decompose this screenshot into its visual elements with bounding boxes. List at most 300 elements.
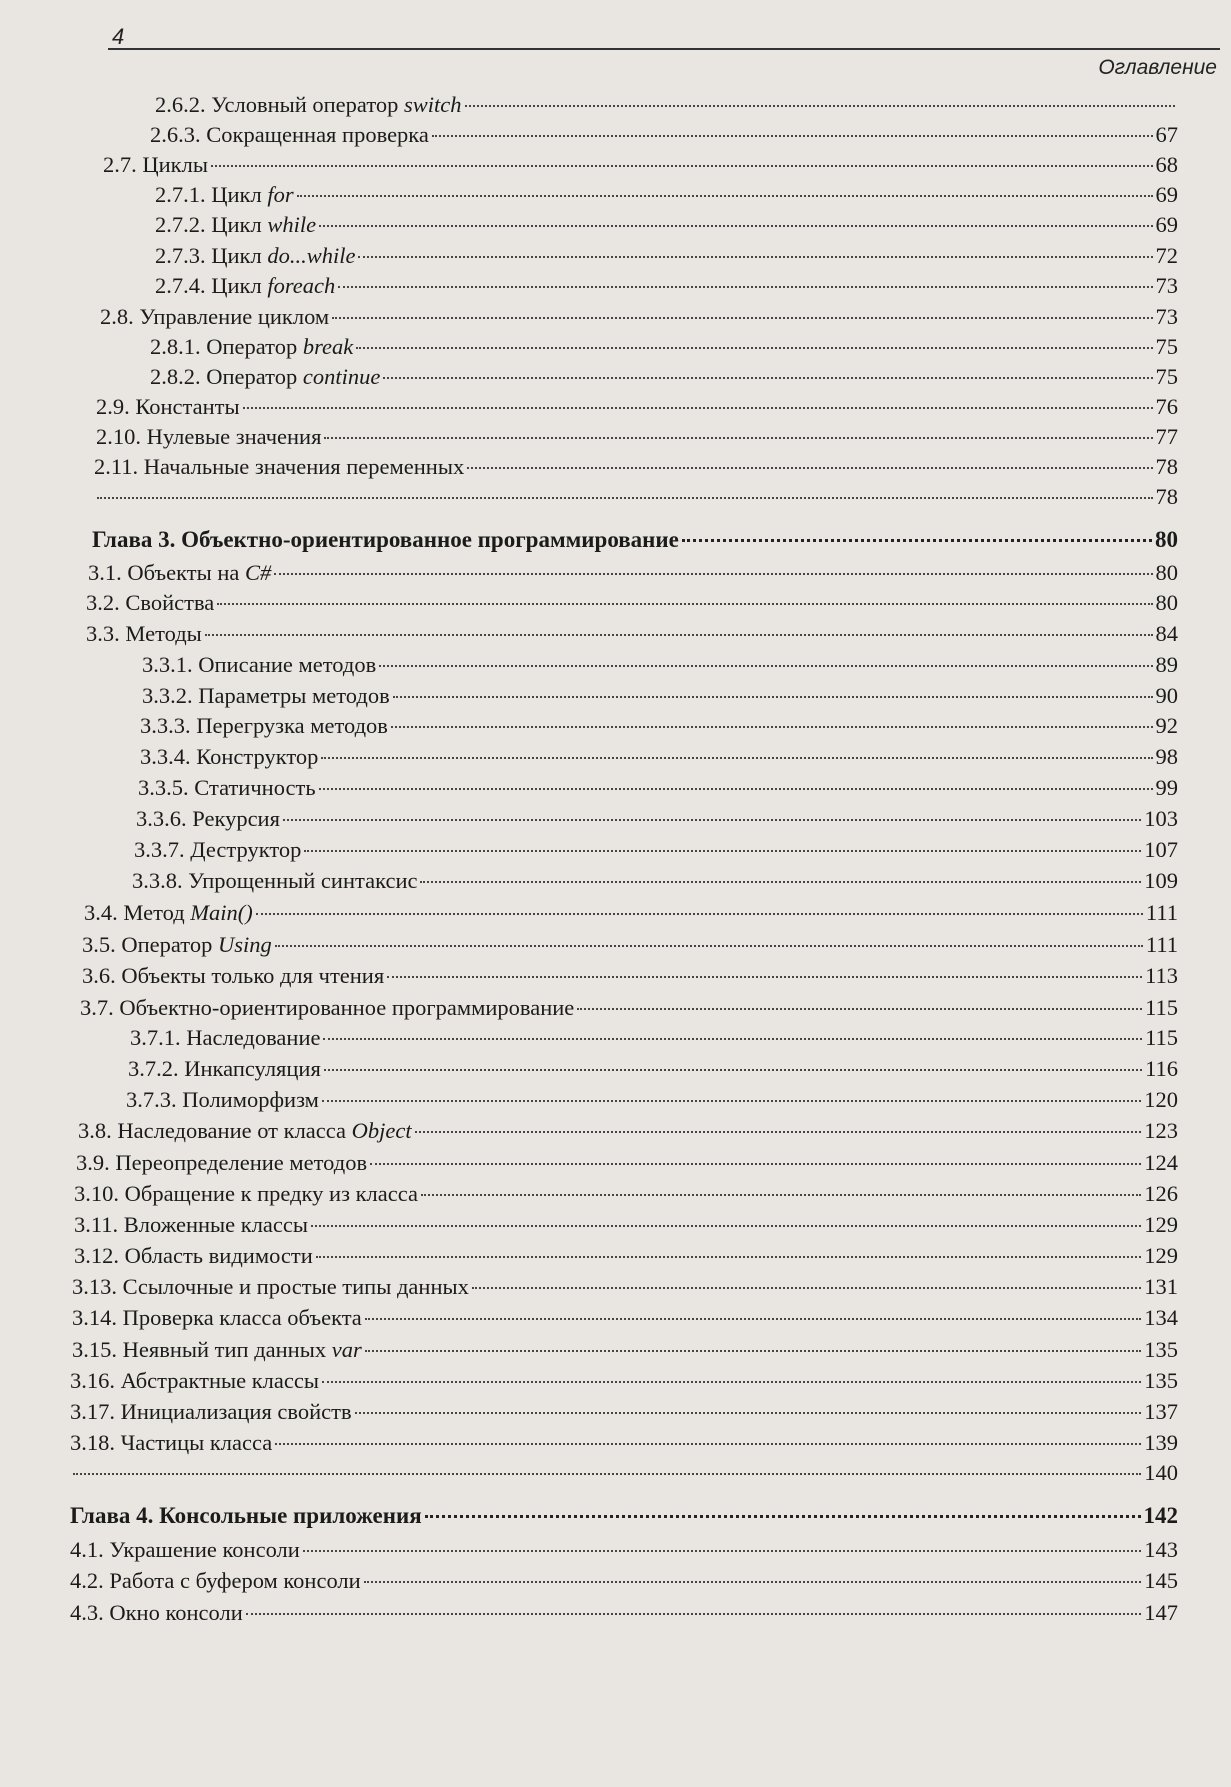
toc-page-number: 89 (1155, 652, 1178, 677)
toc-entry-text: Наследование (186, 1025, 321, 1050)
toc-entry (134, 835, 1178, 865)
toc-entry (70, 1535, 1178, 1565)
toc-page-number: 129 (1144, 1212, 1178, 1237)
toc-entry-number: 3.11. (74, 1212, 124, 1237)
toc-entry-title (142, 681, 390, 711)
toc-entry-text: Константы (135, 394, 240, 419)
toc-entry-text: Неявный тип данных (122, 1337, 332, 1362)
toc-entry (74, 1210, 1178, 1240)
toc-page-number: 143 (1144, 1537, 1178, 1562)
toc-entry-code-term: Object (351, 1118, 412, 1143)
toc-entry-text: Консольные приложения (159, 1503, 422, 1528)
dot-leader (324, 1068, 1142, 1071)
dot-leader (365, 1317, 1141, 1320)
toc-entry (94, 452, 1178, 482)
dot-leader (338, 285, 1152, 288)
toc-entry (82, 961, 1178, 991)
dot-leader (421, 1193, 1141, 1196)
toc-entry-text: Методы (125, 621, 202, 646)
toc-entry-code-term: Main() (190, 900, 253, 925)
dot-leader (304, 849, 1141, 852)
toc-entry (150, 362, 1178, 392)
toc-entry-number: 3.18. (70, 1430, 121, 1455)
toc-page-number: 99 (1155, 775, 1178, 800)
toc-entry-code-term: C# (245, 560, 272, 585)
toc-entry (155, 90, 1178, 120)
toc-page-number: 131 (1144, 1274, 1178, 1299)
toc-entry-number: 2.8. (100, 304, 140, 329)
dot-leader (370, 1162, 1141, 1165)
toc-page-number: 80 (1155, 590, 1178, 615)
toc-entry-number: 3.15. (72, 1337, 123, 1362)
toc-entry-code-term: switch (403, 92, 462, 117)
toc-entry-title (94, 452, 464, 482)
toc-entry-title (82, 930, 272, 960)
toc-entry-text: Рекурсия (192, 806, 280, 831)
toc-entry-text: Абстрактные классы (120, 1368, 319, 1393)
dot-leader (391, 725, 1153, 728)
toc-entry-text: Объекты только для чтения (121, 963, 385, 988)
toc-entry-number: 3.4. (84, 900, 124, 925)
toc-entry-code-term: break (302, 334, 354, 359)
toc-entry-title (140, 711, 388, 741)
toc-entry-title (92, 525, 679, 555)
toc-entry (130, 1023, 1178, 1053)
dot-leader (332, 316, 1152, 319)
toc-entry (88, 558, 1178, 588)
toc-entry-number: 3.17. (70, 1399, 121, 1424)
toc-page-number: 135 (1144, 1368, 1178, 1393)
toc-entry-code-term: while (267, 212, 317, 237)
toc-page-number: 76 (1155, 394, 1178, 419)
dot-leader (379, 664, 1152, 667)
dot-leader (303, 1549, 1141, 1552)
toc-entry-title (72, 1303, 362, 1333)
toc-entry-title (103, 150, 208, 180)
toc-entry (155, 180, 1178, 210)
toc-entry-text: Условный оператор (211, 92, 404, 117)
toc-chapter (92, 525, 1178, 555)
toc-entry-number: 2.8.1. (150, 334, 207, 359)
toc-entry-title (70, 1598, 243, 1628)
dot-leader (246, 1612, 1141, 1615)
toc-entry (103, 150, 1178, 180)
toc-entry (100, 302, 1178, 332)
dot-leader (243, 406, 1153, 409)
toc-entry-title (72, 1335, 362, 1365)
toc-entry-text: Упрощенный синтаксис (188, 868, 418, 893)
toc-entry (138, 773, 1178, 803)
dot-leader (73, 1472, 1141, 1475)
dot-leader (324, 436, 1152, 439)
toc-entry (155, 241, 1178, 271)
toc-entry-title (138, 773, 316, 803)
toc-entry-text: Цикл (211, 212, 268, 237)
toc-entry-text: Управление циклом (139, 304, 330, 329)
toc-page-number: 137 (1144, 1399, 1178, 1424)
dot-leader (256, 912, 1143, 915)
toc-entry-text: Оператор (121, 932, 218, 957)
toc-entry-number: 3.3.1. (142, 652, 199, 677)
dot-leader (283, 818, 1141, 821)
toc-entry-number: 3.3.7. (134, 837, 191, 862)
toc-entry-number: 3.3.3. (140, 713, 197, 738)
toc-page-number: 69 (1155, 182, 1178, 207)
toc-page-number: 120 (1144, 1087, 1178, 1112)
dot-leader (432, 134, 1153, 137)
dot-leader (275, 944, 1143, 947)
toc-entry-title (155, 180, 294, 210)
dot-leader (97, 496, 1153, 499)
toc-entry-number: 3.10. (74, 1181, 125, 1206)
toc-entry (132, 866, 1178, 896)
toc-entry-number: 4.2. (70, 1568, 110, 1593)
toc-entry-title (80, 993, 574, 1023)
toc-page-number: 147 (1144, 1600, 1178, 1625)
toc-entry-text: Вложенные классы (123, 1212, 309, 1237)
toc-entry-number: 3.6. (82, 963, 122, 988)
toc-entry-code-term: var (331, 1337, 362, 1362)
toc-entry-title (142, 650, 376, 680)
toc-entry (86, 619, 1178, 649)
running-head: Оглавление (1098, 56, 1217, 79)
toc-page-number: 77 (1155, 424, 1178, 449)
toc-page-number: 103 (1144, 806, 1178, 831)
toc-page-number: 140 (1144, 1460, 1178, 1485)
toc-page-number: 134 (1144, 1305, 1178, 1330)
toc-entry-code-term: continue (302, 364, 381, 389)
toc-entry-text: Статичность (194, 775, 316, 800)
toc-entry-number: 3.7.3. (126, 1087, 183, 1112)
toc-entry-text: Оператор (206, 334, 303, 359)
toc-entry-number: 3.5. (82, 932, 122, 957)
dot-leader (383, 376, 1152, 379)
dot-leader (205, 633, 1153, 636)
toc-page-number: 126 (1144, 1181, 1178, 1206)
toc-page-number: 123 (1144, 1118, 1178, 1143)
toc-entry (70, 1428, 1178, 1458)
toc-entry (142, 681, 1178, 711)
toc-page-number: 111 (1145, 900, 1178, 925)
toc-entry-text: Циклы (142, 152, 208, 177)
toc-entry-title (74, 1241, 313, 1271)
toc-entry-number: 3.3.6. (136, 806, 193, 831)
dot-leader (311, 1224, 1141, 1227)
toc-entry-number: 2.7. (103, 152, 143, 177)
toc-page-number: 142 (1143, 1503, 1178, 1528)
toc-entry-number: 4.1. (70, 1537, 110, 1562)
toc-entry (150, 332, 1178, 362)
toc-entry-title (155, 210, 316, 240)
toc-entry-title (70, 1428, 272, 1458)
toc-entry-code-term: for (267, 182, 294, 207)
toc-entry-text: Перегрузка методов (196, 713, 388, 738)
toc-entry (80, 993, 1178, 1023)
dot-leader (420, 880, 1141, 883)
toc-entry-text: Конструктор (196, 744, 319, 769)
toc-page-number: 109 (1144, 868, 1178, 893)
toc-entry-text: Объектно-ориентированное программирование (181, 527, 679, 552)
dot-leader (275, 1442, 1141, 1445)
toc-entry-text: Украшение консоли (109, 1537, 300, 1562)
toc-entry-number: 2.6.2. (155, 92, 212, 117)
toc-entry-text: Деструктор (190, 837, 302, 862)
toc-chapter (70, 1501, 1178, 1531)
dot-leader (364, 1580, 1142, 1583)
dot-leader (322, 1380, 1141, 1383)
toc-entry-number: 2.7.1. (155, 182, 212, 207)
toc-entry-code-term: do...while (267, 243, 356, 268)
toc-entry (86, 588, 1178, 618)
toc-entry-number: 3.3.4. (140, 744, 197, 769)
toc-page-number: 72 (1155, 243, 1178, 268)
dot-leader (323, 1037, 1142, 1040)
toc-page-number: 80 (1155, 560, 1178, 585)
toc-entry (82, 930, 1178, 960)
toc-page-number: 115 (1145, 1025, 1178, 1050)
toc-page-number: 75 (1155, 334, 1178, 359)
toc-entry (142, 650, 1178, 680)
dot-leader (472, 1286, 1141, 1289)
toc-entry (94, 482, 1178, 512)
toc-page-number: 115 (1145, 995, 1178, 1020)
toc-entry-number: 3.7.1. (130, 1025, 187, 1050)
toc-page-number: 139 (1144, 1430, 1178, 1455)
dot-leader (316, 1255, 1142, 1258)
toc-entry-title (140, 742, 318, 772)
toc-entry-text: Описание методов (198, 652, 377, 677)
toc-page-number: 73 (1155, 273, 1178, 298)
toc-entry-text: Начальные значения переменных (143, 454, 465, 479)
toc-entry-number: 3.3.2. (142, 683, 199, 708)
dot-leader (211, 164, 1153, 167)
toc-entry-title (70, 1397, 352, 1427)
toc-page-number: 124 (1144, 1150, 1178, 1175)
dot-leader (274, 572, 1152, 575)
toc-page-number: 73 (1155, 304, 1178, 329)
toc-page-number: 113 (1145, 963, 1178, 988)
toc-entry-title (136, 804, 280, 834)
toc-entry-title (76, 1148, 367, 1178)
toc-entry-number: 3.1. (88, 560, 128, 585)
toc-entry-number: 2.7.4. (155, 273, 212, 298)
toc-page-number: 145 (1144, 1568, 1178, 1593)
toc-entry-code-term: Using (217, 932, 272, 957)
toc-entry-title (78, 1116, 412, 1146)
toc-entry (72, 1335, 1178, 1365)
toc-page-number: 116 (1145, 1056, 1178, 1081)
toc-entry-text: Нулевые значения (146, 424, 322, 449)
toc-page-number: 107 (1144, 837, 1178, 862)
toc-entry-title (74, 1210, 308, 1240)
toc-entry-number: 2.6.3. (150, 122, 207, 147)
toc-entry (74, 1179, 1178, 1209)
dot-leader (465, 104, 1176, 107)
toc-entry-number: 2.7.2. (155, 212, 212, 237)
toc-page-number: 111 (1145, 932, 1178, 957)
toc-entry-title (96, 392, 240, 422)
toc-entry (84, 898, 1178, 928)
toc-entry (76, 1148, 1178, 1178)
toc-entry-number: 3.7.2. (128, 1056, 185, 1081)
toc-entry (70, 1458, 1178, 1488)
toc-entry-text: Цикл (211, 182, 268, 207)
toc-entry-text: Работа с буфером консоли (109, 1568, 361, 1593)
toc-entry-title (155, 241, 355, 271)
dot-leader (682, 538, 1152, 542)
toc-entry-number: 3.3. (86, 621, 126, 646)
toc-entry-number: 3.14. (72, 1305, 123, 1330)
toc-entry-number: 3.2. (86, 590, 126, 615)
toc-entry-title (70, 1366, 319, 1396)
toc-entry-title (72, 1272, 469, 1302)
toc-entry-text: Параметры методов (198, 683, 390, 708)
toc-entry-number: 3.16. (70, 1368, 121, 1393)
toc-entry-number: 4.3. (70, 1600, 110, 1625)
toc-entry (70, 1566, 1178, 1596)
toc-entry-number: 3.9. (76, 1150, 116, 1175)
toc-entry (140, 711, 1178, 741)
toc-page-number: 67 (1155, 122, 1178, 147)
toc-entry (70, 1366, 1178, 1396)
toc-entry-text: Ссылочные и простые типы данных (122, 1274, 469, 1299)
toc-entry-text: Инкапсуляция (184, 1056, 321, 1081)
dot-leader (297, 194, 1153, 197)
dot-leader (365, 1349, 1142, 1352)
toc-entry (140, 742, 1178, 772)
toc-entry-text: Цикл (211, 243, 268, 268)
dot-leader (415, 1130, 1142, 1133)
toc-entry (155, 271, 1178, 301)
dot-leader (322, 1099, 1141, 1102)
toc-entry-number: 2.7.3. (155, 243, 212, 268)
toc-page-number: 78 (1155, 484, 1178, 509)
toc-entry-title (84, 898, 253, 928)
toc-entry-title (86, 588, 214, 618)
toc-entry (136, 804, 1178, 834)
toc-entry-number: 3.3.8. (132, 868, 189, 893)
toc-page-number: 69 (1155, 212, 1178, 237)
toc-entry-title (74, 1179, 418, 1209)
dot-leader (577, 1007, 1142, 1010)
toc-entry-text: Объектно-ориентированное программирование (119, 995, 575, 1020)
toc-entry-title (86, 619, 202, 649)
toc-entry-title (70, 1566, 361, 1596)
toc-entry-text: Инициализация свойств (120, 1399, 352, 1424)
toc-entry-title (130, 1023, 320, 1053)
toc-entry-number: 2.10. (96, 424, 147, 449)
toc-page-number: 90 (1155, 683, 1178, 708)
toc-entry-title (70, 1535, 300, 1565)
toc-entry-text: Полиморфизм (182, 1087, 319, 1112)
page-number: 4 (112, 24, 125, 49)
toc-entry (126, 1085, 1178, 1115)
toc-entry-title (150, 332, 353, 362)
toc-page-number: 75 (1155, 364, 1178, 389)
toc-entry (155, 210, 1178, 240)
toc-entry-text: Переопределение методов (115, 1150, 368, 1175)
dot-leader (356, 346, 1152, 349)
toc-entry-title (150, 362, 380, 392)
toc-entry-text: Цикл (211, 273, 268, 298)
dot-leader (217, 602, 1152, 605)
toc-page-number: 129 (1144, 1243, 1178, 1268)
toc-entry-title (96, 422, 321, 452)
toc-entry (128, 1054, 1178, 1084)
toc-entry-text: Сокращенная проверка (206, 122, 429, 147)
toc-entry-title (126, 1085, 319, 1115)
toc-entry-number: 3.13. (72, 1274, 123, 1299)
toc-entry (70, 1598, 1178, 1628)
toc-entry-number: 3.3.5. (138, 775, 195, 800)
dot-leader (358, 255, 1152, 258)
toc-entry (96, 422, 1178, 452)
toc-entry-title (150, 120, 429, 150)
toc-entry-text: Метод (123, 900, 191, 925)
toc-entry (96, 392, 1178, 422)
toc-entry-title (128, 1054, 321, 1084)
toc-entry-title (155, 271, 335, 301)
toc-entry-title (88, 558, 271, 588)
toc-page-number: 135 (1144, 1337, 1178, 1362)
toc-entry-text: Область видимости (124, 1243, 313, 1268)
toc-entry-number: 2.9. (96, 394, 136, 419)
toc-page-number: 78 (1155, 454, 1178, 479)
dot-leader (321, 756, 1152, 759)
toc-entry-text: Проверка класса объекта (122, 1305, 362, 1330)
toc-entry-text: Частицы класса (120, 1430, 273, 1455)
toc-entry-number: 3.8. (78, 1118, 118, 1143)
dot-leader (387, 975, 1142, 978)
toc-entry-text: Объекты на (127, 560, 245, 585)
toc-page-number: 92 (1155, 713, 1178, 738)
toc-entry-number: 2.8.2. (150, 364, 207, 389)
dot-leader (467, 466, 1152, 469)
toc-entry-text: Оператор (206, 364, 303, 389)
toc-entry-number: 2.11. (94, 454, 144, 479)
toc-page-number: 98 (1155, 744, 1178, 769)
toc-entry-number: Глава 4. (70, 1503, 160, 1528)
dot-leader (319, 787, 1153, 790)
toc-entry-text: Свойства (125, 590, 215, 615)
toc-entry-number: 3.7. (80, 995, 120, 1020)
toc-entry-title (132, 866, 417, 896)
toc-entry (72, 1303, 1178, 1333)
toc-entry-title (70, 1501, 422, 1531)
toc-entry (74, 1241, 1178, 1271)
toc-entry (70, 1397, 1178, 1427)
toc-entry (72, 1272, 1178, 1302)
toc-entry-title (100, 302, 329, 332)
dot-leader (319, 224, 1152, 227)
toc-entry-title (134, 835, 301, 865)
toc-entry-title (155, 90, 462, 120)
toc-entry-text: Обращение к предку из класса (124, 1181, 418, 1206)
toc-entry-code-term: foreach (267, 273, 336, 298)
dot-leader (393, 695, 1153, 698)
toc-entry-number: 3.12. (74, 1243, 125, 1268)
toc-entry-title (82, 961, 384, 991)
toc-page-number: 68 (1155, 152, 1178, 177)
toc-entry (150, 120, 1178, 150)
toc-page-number: 80 (1155, 527, 1178, 552)
toc-entry-text: Окно консоли (109, 1600, 243, 1625)
toc-page-number: 84 (1155, 621, 1178, 646)
dot-leader (355, 1411, 1142, 1414)
toc-entry-text: Наследование от класса (117, 1118, 352, 1143)
toc-entry-number: Глава 3. (92, 527, 182, 552)
dot-leader (425, 1514, 1141, 1518)
